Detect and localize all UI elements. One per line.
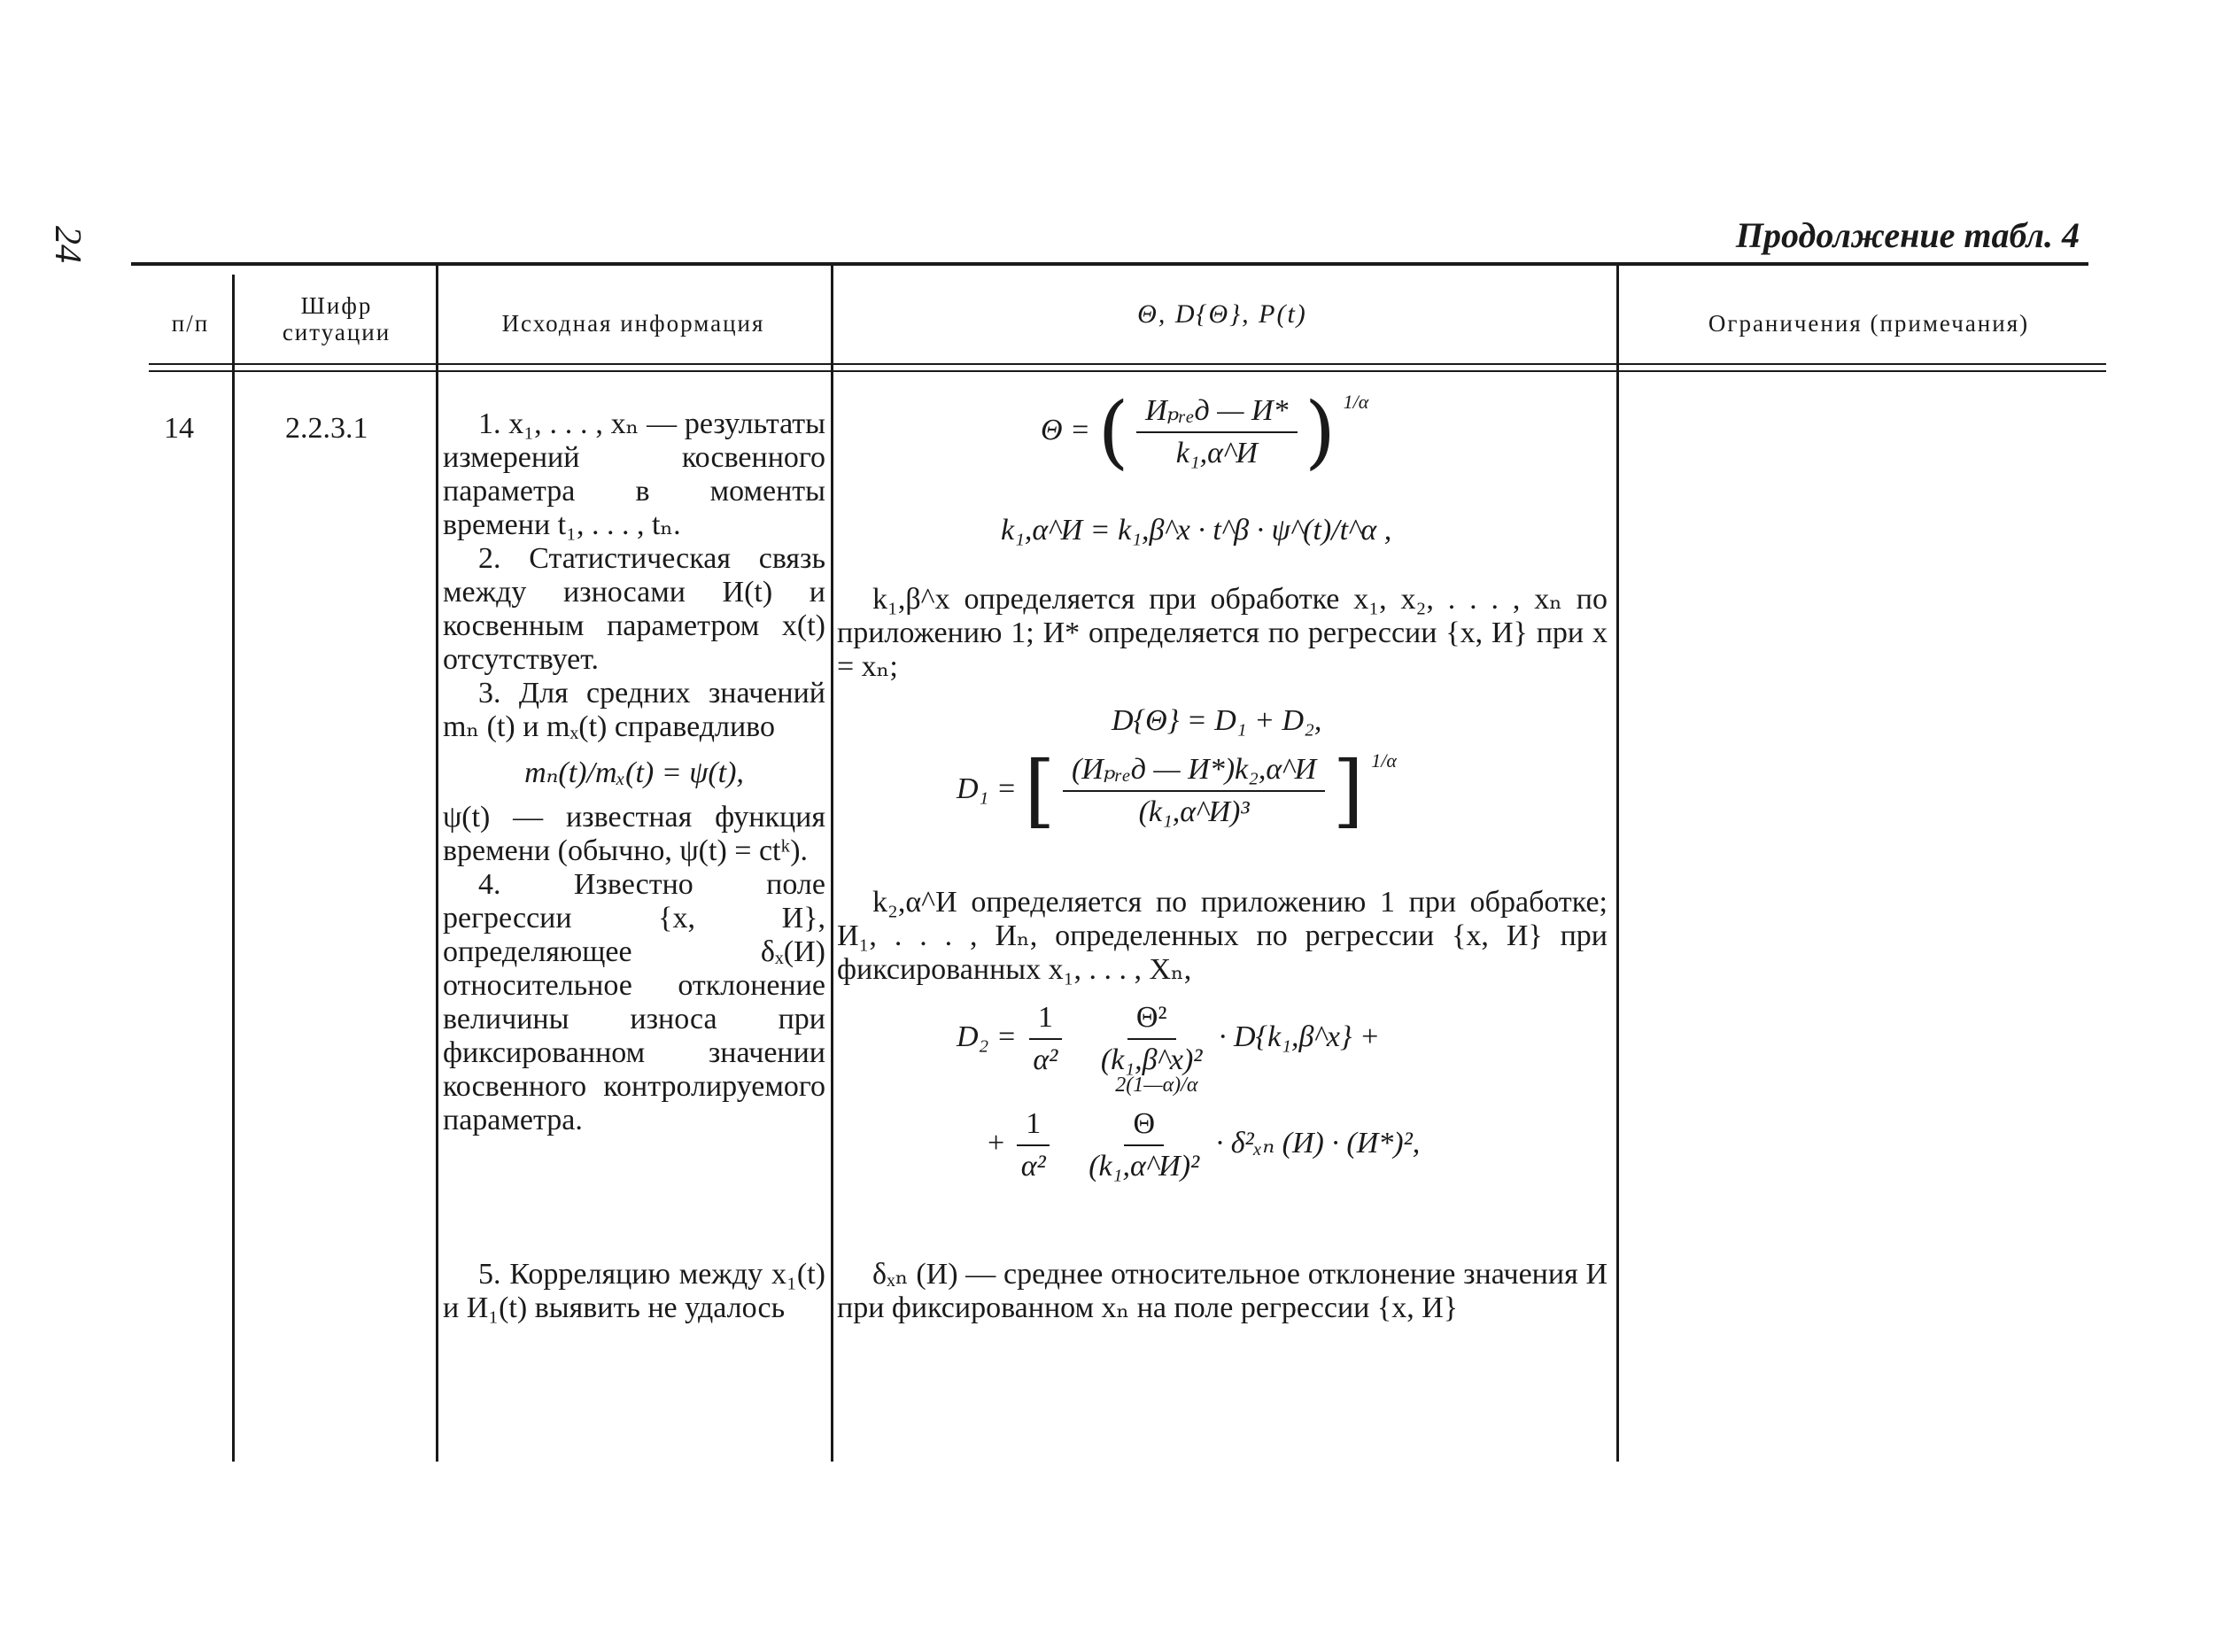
source-item-5-block: [443, 1258, 825, 1325]
right-paren: ): [1305, 385, 1336, 478]
left-paren: (: [1097, 385, 1129, 478]
header-code: Шифр ситуации: [282, 292, 391, 345]
theta-formula: [1041, 385, 1369, 478]
k-description: k₁,β^x определяется при обработке x₁, x₂, . . . , xₙ по приложению 1; И* определяется по регрессии {x, И} при x = xₙ;: [837, 583, 1608, 683]
theta-denominator: k₁,α^И: [1175, 437, 1258, 469]
k2-description: k₂,α^И определяется по приложению 1 при обработке; И₁, . . . , Иₙ, определенных по регрессии {x, И} при фиксированных x₁, . . . , Xₙ,: [837, 886, 1608, 986]
d1-denominator: (k₁,α^И)³: [1138, 795, 1250, 828]
column-divider: [232, 275, 235, 1462]
column-divider: [436, 266, 438, 1462]
dispersion-sum: D{Θ} = D₁ + D₂,: [1112, 704, 1322, 737]
page-number: 24: [47, 226, 88, 263]
header-formula: Θ, D{Θ}, P(t): [1137, 299, 1307, 329]
d2b-tail: · δ²ₓₙ (И) · (И*)²,: [1215, 1126, 1421, 1160]
d2-fraction-1: [1024, 1001, 1066, 1077]
delta-description: δₓₙ (И) — среднее относительное отклонение значения И при фиксированном xₙ на поле регрессии {x, И}: [837, 1258, 1608, 1324]
source-item-3-cont: ψ(t) — известная функция времени (обычно, ψ(t) = ctᵏ).: [443, 801, 825, 867]
situation-code: 2.2.3.1: [285, 412, 368, 445]
d2-second-line: [988, 1074, 1421, 1183]
theta-numerator: Иₚᵣₑд — И*: [1136, 394, 1297, 433]
source-item-4: 4. Известно поле регрессии {x, И}, определяющее δₓ(И) относительное отклонение величины износа при фиксированном значении косвенного контролируемого параметра.: [443, 868, 825, 1136]
left-bracket: [: [1024, 744, 1056, 837]
d2b-exponent: 2(1—α)/α: [1115, 1074, 1198, 1097]
source-item-5: 5. Корреляцию между x₁(t) и И₁(t) выявить не удалось: [443, 1258, 825, 1324]
d2b-f1-numerator: 1: [1017, 1107, 1050, 1146]
d2-f1-numerator: 1: [1029, 1001, 1062, 1040]
d1-numerator: (Иₚᵣₑд — И*)k₂,α^И: [1063, 753, 1325, 792]
d1-fraction: [1063, 753, 1325, 829]
source-item-3-formula: mₙ(t)/mₓ(t) = ψ(t),: [524, 756, 744, 789]
row-number: 14: [164, 412, 194, 445]
d2-f2-denominator: (k₁,β^x)²: [1100, 1043, 1203, 1076]
d2-lhs: D₂ =: [957, 1020, 1017, 1053]
header-num: п/п: [171, 310, 210, 337]
table-continuation-caption: Продолжение табл. 4: [1735, 215, 2080, 255]
d2b-f2-denominator: (k₁,α^И)²: [1089, 1150, 1200, 1183]
source-item-3: 3. Для средних значений mₙ (t) и mₓ(t) справедливо: [443, 677, 825, 743]
right-bracket: ]: [1332, 744, 1364, 837]
d2-tail: · D{k₁,β^x} +: [1219, 1020, 1380, 1053]
theta-lhs: Θ =: [1041, 413, 1090, 446]
theta-fraction: [1136, 394, 1297, 470]
table-top-rule: [131, 262, 2088, 266]
theta-exponent: 1/α: [1343, 391, 1369, 413]
header-limits: Ограничения (примечания): [1708, 310, 2030, 337]
source-item-1: 1. x₁, . . . , xₙ — результаты измерений косвенного параметра в моменты времени t₁, . . . , tₙ.: [443, 407, 825, 541]
d1-exponent: 1/α: [1371, 749, 1397, 772]
d2b-fraction-1: [1012, 1107, 1055, 1183]
source-item-2: 2. Статистическая связь между износами И(t) и косвенным параметром x(t) отсутствует.: [443, 542, 825, 676]
d1-lhs: D₁ =: [957, 772, 1017, 805]
header-bottom-rule-2: [149, 370, 2106, 372]
header-source: Исходная информация: [501, 310, 765, 337]
d2-f1-denominator: α²: [1033, 1043, 1058, 1076]
d2-fraction-2: [1092, 1001, 1212, 1077]
column-divider: [831, 266, 833, 1462]
d2b-f2-numerator: Θ: [1124, 1107, 1164, 1146]
column-divider: [1616, 266, 1619, 1462]
d2-f2-numerator: Θ²: [1127, 1001, 1176, 1040]
d2b-f1-denominator: α²: [1020, 1150, 1046, 1183]
header-bottom-rule: [149, 363, 2106, 365]
d1-formula: [957, 744, 1397, 837]
k-formula: k₁,α^И = k₁,β^x · t^β · ψ^(t)/t^α ,: [1001, 514, 1392, 547]
d2-formula: [957, 1001, 1380, 1077]
d2b-fraction-2: [1080, 1074, 1208, 1183]
d2b-plus: +: [988, 1126, 1005, 1160]
source-info: [443, 407, 825, 1137]
